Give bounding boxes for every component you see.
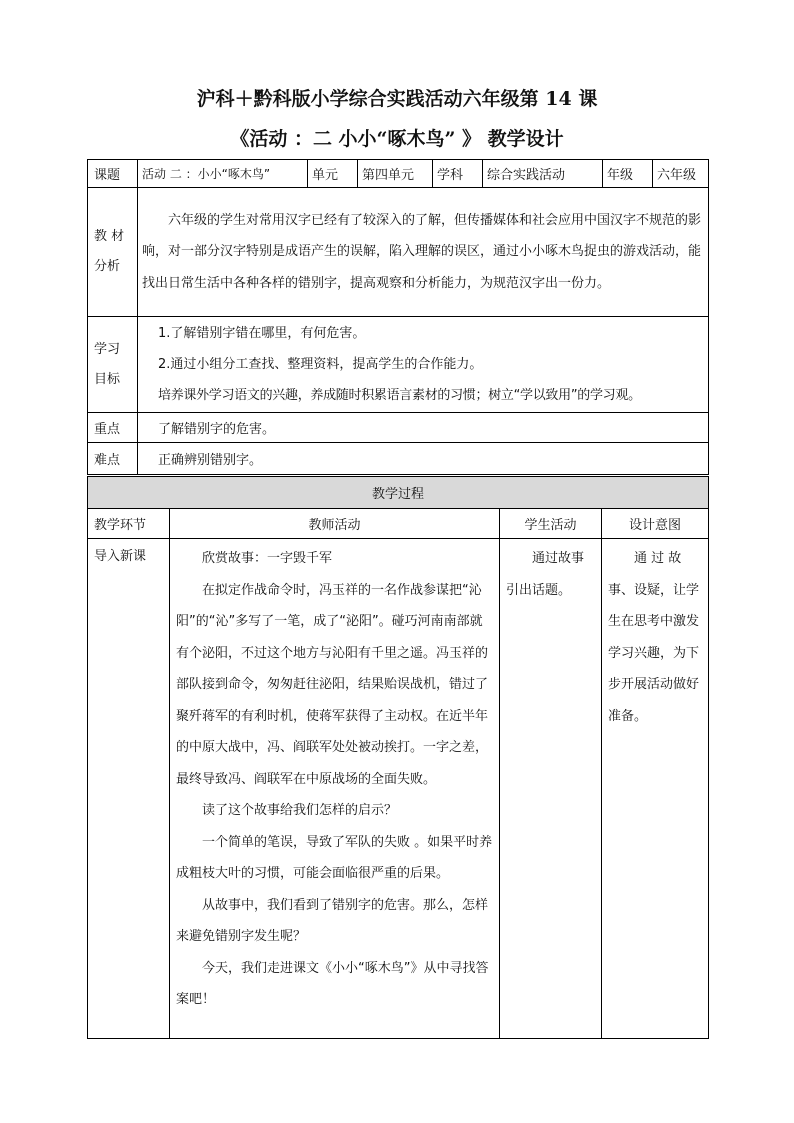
grade-value: 六年级 bbox=[653, 160, 709, 188]
teaching-process-table bbox=[87, 476, 709, 1039]
teacher-paragraph: 一个简单的笔误，导致了军队的失败 。如果平时养成粗枝大叶的习惯，可能会面临很严重的后果。 bbox=[176, 834, 493, 881]
teacher-paragraph: 从故事中，我们看到了错别字的危害。那么，怎样来避免错别字发生呢？ bbox=[176, 897, 489, 944]
subject-value: 综合实践活动 bbox=[483, 160, 603, 188]
analysis-label bbox=[88, 188, 138, 317]
goals-label-line1: 学习 bbox=[94, 341, 121, 357]
stage-cell: 导入新课 bbox=[88, 539, 170, 1039]
goal-item: 培养课外学习语文的兴趣，养成随时积累语言素材的习惯；树立“学以致用”的学习观。 bbox=[158, 388, 641, 403]
teacher-paragraph: 今天，我们走进课文《小小“啄木鸟”》从中寻找答案吧！ bbox=[176, 960, 489, 1007]
topic-value: 活动 二 ：小小“啄木鸟” bbox=[138, 160, 308, 188]
subject-label: 学科 bbox=[433, 160, 483, 188]
topic-label: 课题 bbox=[88, 160, 138, 188]
analysis-label-line2: 分析 bbox=[94, 259, 121, 274]
teacher-paragraph: 在拟定作战命令时，冯玉祥的一名作战参谋把“沁阳”的“沁”多写了一笔，成了“泌阳”。碰巧河南南部就有个泌阳，不过这个地方与沁阳有千里之遥。冯玉祥的部队接到命令，匆匆赶往泌阳，结果贻误战机，错过了聚歼蒋军的有利时机，使蒋军获得了主动权。在近半年的中原大战中，冯、阎联军处处被动挨打。一字之差，最终导致冯、阎联军在中原战场的全面失败。 bbox=[176, 582, 489, 787]
unit-value: 第四单元 bbox=[358, 160, 433, 188]
header-teacher: 教师活动 bbox=[170, 509, 500, 539]
goals-list bbox=[138, 317, 709, 413]
grade-label: 年级 bbox=[603, 160, 653, 188]
unit-label: 单元 bbox=[308, 160, 358, 188]
difficulty-label: 难点 bbox=[88, 443, 138, 475]
teacher-activity bbox=[170, 539, 500, 1039]
header-intent: 设计意图 bbox=[602, 509, 709, 539]
difficulty-value: 正确辨别错别字。 bbox=[138, 443, 709, 475]
header-stage: 教学环节 bbox=[88, 509, 170, 539]
page-title: 沪科＋黔科版小学综合实践活动六年级第 14 课 bbox=[196, 88, 598, 110]
goals-label bbox=[88, 317, 138, 413]
goals-label-line2: 目标 bbox=[94, 371, 121, 387]
student-activity: 通过故事引出话题。 bbox=[500, 539, 602, 1039]
process-section-title: 教学过程 bbox=[88, 477, 709, 509]
teacher-paragraph: 欣赏故事：一字毁千军 bbox=[202, 551, 333, 566]
header-student: 学生活动 bbox=[500, 509, 602, 539]
goal-item: 1.了解错别字错在哪里，有何危害。 bbox=[158, 326, 366, 341]
design-intent: 通 过 故 事、设疑，让学生在思考中激发学习兴趣，为下步开展活动做好准备。 bbox=[602, 539, 709, 1039]
analysis-label-line1: 教 材 bbox=[94, 229, 125, 244]
teacher-paragraph: 读了这个故事给我们怎样的启示？ bbox=[202, 803, 398, 818]
key-value: 了解错别字的危害。 bbox=[138, 413, 709, 443]
page-subtitle: 《活动 ：二 小小“啄木鸟” 》 教学设计 bbox=[230, 128, 564, 150]
course-info-table bbox=[87, 159, 709, 475]
key-label: 重点 bbox=[88, 413, 138, 443]
goal-item: 2.通过小组分工查找、整理资料，提高学生的合作能力。 bbox=[158, 357, 483, 372]
analysis-text: 六年级的学生对常用汉字已经有了较深入的了解，但传播媒体和社会应用中国汉字不规范的影响，对一部分汉字特别是成语产生的误解，陷入理解的误区，通过小小啄木鸟捉虫的游戏活动，能找出日常生活中各种各样的错别字，提高观察和分析能力，为规范汉字出一份力。 bbox=[138, 188, 709, 317]
